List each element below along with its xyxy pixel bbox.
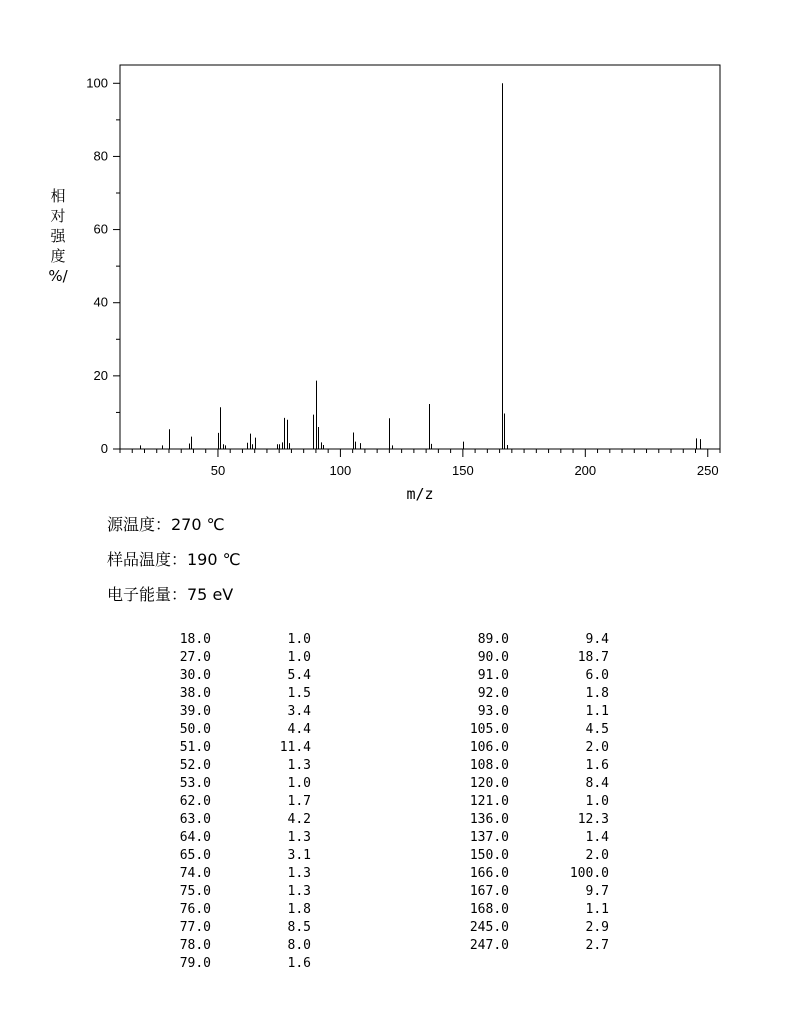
y-tick-label: 20 (93, 367, 108, 383)
mz-value: 245.0 (469, 920, 509, 935)
table-row (141, 901, 311, 919)
x-tick-label: 100 (329, 463, 352, 478)
table-row (141, 775, 311, 793)
mz-value: 106.0 (469, 740, 509, 755)
spectrum-peaks (141, 83, 701, 449)
mz-value: 62.0 (179, 794, 211, 809)
mz-value: 92.0 (477, 686, 509, 701)
intensity-value: 8.5 (287, 920, 311, 935)
mz-value: 53.0 (179, 776, 211, 791)
intensity-value: 8.4 (585, 776, 609, 791)
intensity-value: 4.4 (287, 722, 311, 737)
mz-value: 76.0 (179, 902, 211, 917)
table-row (141, 757, 311, 775)
mz-value: 65.0 (179, 848, 211, 863)
mz-value: 89.0 (477, 632, 509, 647)
table-row (141, 703, 311, 721)
peak-table-left (141, 631, 311, 973)
table-row (141, 721, 311, 739)
mz-value: 18.0 (179, 632, 211, 647)
table-row (439, 757, 609, 775)
intensity-value: 9.7 (585, 884, 609, 899)
table-row (141, 793, 311, 811)
mz-value: 108.0 (469, 758, 509, 773)
mz-value: 90.0 (477, 650, 509, 665)
mz-value: 63.0 (179, 812, 211, 827)
table-row (141, 649, 311, 667)
intensity-value: 1.1 (585, 902, 609, 917)
intensity-value: 1.5 (287, 686, 311, 701)
mz-value: 52.0 (179, 758, 211, 773)
table-row (439, 937, 609, 955)
mz-value: 30.0 (179, 668, 211, 683)
y-axis-label-char: 强 (50, 227, 66, 245)
table-row (439, 739, 609, 757)
table-row (439, 703, 609, 721)
x-tick-label: 150 (452, 463, 474, 478)
plot-frame (120, 65, 720, 449)
mz-value: 121.0 (469, 794, 509, 809)
mz-value: 78.0 (179, 938, 211, 953)
intensity-value: 1.0 (585, 794, 609, 809)
mz-value: 77.0 (179, 920, 211, 935)
y-axis (86, 75, 120, 456)
x-tick-label: 250 (696, 463, 719, 478)
intensity-value: 1.0 (287, 650, 311, 665)
mz-value: 167.0 (469, 884, 509, 899)
table-row (141, 667, 311, 685)
table-row (439, 631, 609, 649)
source-temperature: 源温度：270 ℃ (107, 515, 225, 534)
x-axis-label: m/z (406, 485, 434, 503)
intensity-value: 1.8 (585, 686, 609, 701)
intensity-value: 1.3 (287, 830, 311, 845)
table-row (439, 667, 609, 685)
table-row (439, 649, 609, 667)
intensity-value: 2.7 (585, 938, 609, 953)
mz-value: 150.0 (469, 848, 509, 863)
table-row (141, 829, 311, 847)
mz-value: 93.0 (477, 704, 509, 719)
x-tick-label: 50 (210, 463, 226, 478)
table-row (439, 811, 609, 829)
table-row (439, 793, 609, 811)
sample-temperature: 样品温度：190 ℃ (107, 550, 241, 569)
minor-ticks (120, 449, 720, 453)
intensity-value: 3.1 (287, 848, 311, 863)
y-axis-label-char: %/ (48, 267, 68, 285)
table-row (439, 721, 609, 739)
mz-value: 166.0 (469, 866, 509, 881)
table-row (439, 685, 609, 703)
table-row (141, 883, 311, 901)
table-row (439, 901, 609, 919)
intensity-value: 5.4 (287, 668, 311, 683)
table-row (141, 811, 311, 829)
table-row (141, 739, 311, 757)
intensity-value: 9.4 (585, 632, 609, 647)
intensity-value: 1.1 (585, 704, 609, 719)
y-tick-label: 0 (100, 441, 108, 456)
table-row (141, 919, 311, 937)
intensity-value: 3.4 (287, 704, 311, 719)
intensity-value: 4.2 (287, 812, 311, 827)
y-axis-label-char: 相 (50, 187, 66, 205)
mz-value: 38.0 (179, 686, 211, 701)
intensity-value: 2.9 (585, 920, 609, 935)
mz-value: 27.0 (179, 650, 211, 665)
electron-energy: 电子能量：75 eV (107, 585, 234, 604)
mz-value: 79.0 (179, 956, 211, 971)
intensity-value: 1.3 (287, 884, 311, 899)
intensity-value: 100.0 (569, 866, 609, 881)
intensity-value: 6.0 (585, 668, 609, 683)
intensity-value: 8.0 (287, 938, 311, 953)
intensity-value: 18.7 (577, 650, 609, 665)
table-row (439, 865, 609, 883)
intensity-value: 1.6 (585, 758, 609, 773)
mz-value: 91.0 (477, 668, 509, 683)
intensity-value: 1.3 (287, 758, 311, 773)
mz-value: 74.0 (179, 866, 211, 881)
table-row (439, 829, 609, 847)
intensity-value: 4.5 (585, 722, 609, 737)
y-axis-label (46, 186, 70, 286)
intensity-value: 1.6 (287, 956, 311, 971)
mz-value: 105.0 (469, 722, 509, 737)
table-row (439, 775, 609, 793)
table-row (439, 919, 609, 937)
mz-value: 168.0 (469, 902, 509, 917)
table-row (141, 847, 311, 865)
mz-value: 247.0 (469, 938, 509, 953)
mz-value: 51.0 (179, 740, 211, 755)
mz-value: 39.0 (179, 704, 211, 719)
intensity-value: 12.3 (577, 812, 609, 827)
x-tick-label: 200 (574, 463, 597, 478)
x-axis (211, 449, 719, 478)
intensity-value: 2.0 (585, 740, 609, 755)
y-axis-label-char: 度 (50, 247, 66, 265)
intensity-value: 1.0 (287, 632, 311, 647)
table-row (141, 937, 311, 955)
table-row (141, 865, 311, 883)
intensity-value: 1.7 (287, 794, 311, 809)
mz-value: 50.0 (179, 722, 211, 737)
intensity-value: 1.0 (287, 776, 311, 791)
intensity-value: 1.3 (287, 866, 311, 881)
y-tick-label: 40 (93, 294, 108, 310)
intensity-value: 1.8 (287, 902, 311, 917)
y-tick-label: 80 (93, 148, 108, 164)
mz-value: 120.0 (469, 776, 509, 791)
y-tick-label: 100 (86, 75, 108, 91)
y-tick-label: 60 (93, 221, 108, 237)
intensity-value: 1.4 (585, 830, 609, 845)
mz-value: 75.0 (179, 884, 211, 899)
intensity-value: 11.4 (279, 740, 311, 755)
table-row (439, 883, 609, 901)
table-row (439, 847, 609, 865)
y-axis-label-char: 对 (50, 207, 66, 225)
table-row (141, 955, 311, 973)
mz-value: 136.0 (469, 812, 509, 827)
peak-table-right (439, 631, 609, 955)
table-row (141, 685, 311, 703)
intensity-value: 2.0 (585, 848, 609, 863)
mz-value: 64.0 (179, 830, 211, 845)
mz-value: 137.0 (469, 830, 509, 845)
table-row (141, 631, 311, 649)
